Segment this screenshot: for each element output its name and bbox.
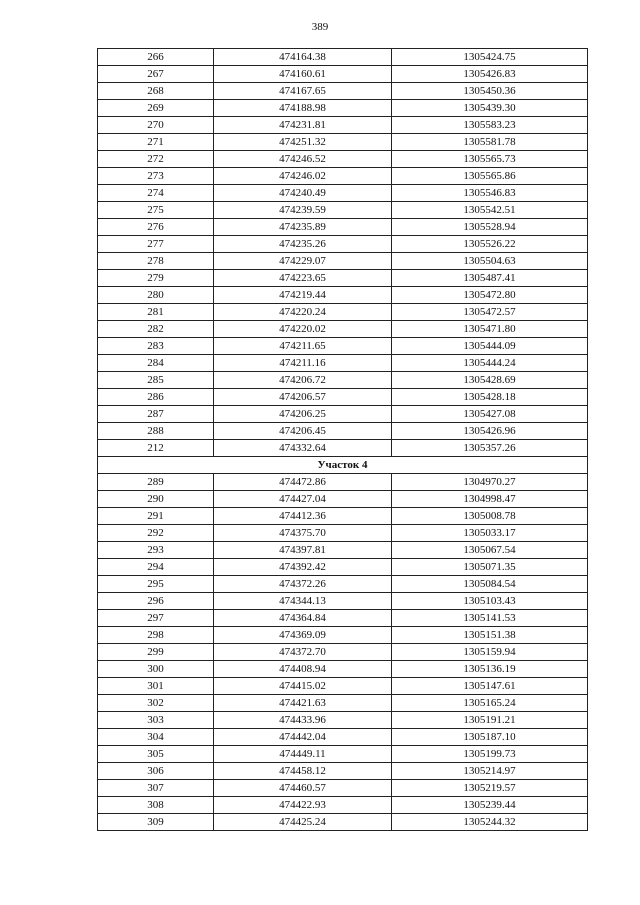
x-coordinate-cell: 474167.65: [214, 83, 392, 100]
x-coordinate-cell: 474220.02: [214, 321, 392, 338]
point-number-cell: 296: [98, 593, 214, 610]
point-number-cell: 299: [98, 644, 214, 661]
point-number-cell: 276: [98, 219, 214, 236]
y-coordinate-cell: 1305033.17: [392, 525, 588, 542]
point-number-cell: 280: [98, 287, 214, 304]
y-coordinate-cell: 1305199.73: [392, 746, 588, 763]
x-coordinate-cell: 474415.02: [214, 678, 392, 695]
x-coordinate-cell: 474219.44: [214, 287, 392, 304]
point-number-cell: 304: [98, 729, 214, 746]
point-number-cell: 289: [98, 474, 214, 491]
point-number-cell: 286: [98, 389, 214, 406]
table-row: [98, 763, 588, 780]
y-coordinate-cell: 1305214.97: [392, 763, 588, 780]
table-row: [98, 814, 588, 831]
y-coordinate-cell: 1305583.23: [392, 117, 588, 134]
x-coordinate-cell: 474375.70: [214, 525, 392, 542]
x-coordinate-cell: 474421.63: [214, 695, 392, 712]
table-row: [98, 610, 588, 627]
point-number-cell: 290: [98, 491, 214, 508]
x-coordinate-cell: 474246.02: [214, 168, 392, 185]
x-coordinate-cell: 474332.64: [214, 440, 392, 457]
point-number-cell: 279: [98, 270, 214, 287]
x-coordinate-cell: 474392.42: [214, 559, 392, 576]
section-header-row: [98, 457, 588, 474]
table-row: [98, 287, 588, 304]
y-coordinate-cell: 1304970.27: [392, 474, 588, 491]
x-coordinate-cell: 474433.96: [214, 712, 392, 729]
table-row: [98, 780, 588, 797]
point-number-cell: 285: [98, 372, 214, 389]
y-coordinate-cell: 1305159.94: [392, 644, 588, 661]
y-coordinate-cell: 1305141.53: [392, 610, 588, 627]
point-number-cell: 298: [98, 627, 214, 644]
table-row: [98, 355, 588, 372]
x-coordinate-cell: 474449.11: [214, 746, 392, 763]
y-coordinate-cell: 1305424.75: [392, 49, 588, 66]
page-number: 389: [311, 21, 329, 33]
point-number-cell: 283: [98, 338, 214, 355]
y-coordinate-cell: 1305565.73: [392, 151, 588, 168]
y-coordinate-cell: 1305504.63: [392, 253, 588, 270]
x-coordinate-cell: 474427.04: [214, 491, 392, 508]
x-coordinate-cell: 474442.04: [214, 729, 392, 746]
x-coordinate-cell: 474397.81: [214, 542, 392, 559]
x-coordinate-cell: 474229.07: [214, 253, 392, 270]
point-number-cell: 267: [98, 66, 214, 83]
point-number-cell: 301: [98, 678, 214, 695]
x-coordinate-cell: 474251.32: [214, 134, 392, 151]
y-coordinate-cell: 1305426.83: [392, 66, 588, 83]
table-row: [98, 270, 588, 287]
x-coordinate-cell: 474235.89: [214, 219, 392, 236]
y-coordinate-cell: 1305565.86: [392, 168, 588, 185]
point-number-cell: 293: [98, 542, 214, 559]
table-row: [98, 236, 588, 253]
x-coordinate-cell: 474240.49: [214, 185, 392, 202]
y-coordinate-cell: 1305165.24: [392, 695, 588, 712]
x-coordinate-cell: 474164.38: [214, 49, 392, 66]
point-number-cell: 212: [98, 440, 214, 457]
table-row: [98, 338, 588, 355]
x-coordinate-cell: 474211.16: [214, 355, 392, 372]
y-coordinate-cell: 1305084.54: [392, 576, 588, 593]
coordinates-table-body: [98, 49, 588, 831]
table-row: [98, 372, 588, 389]
point-number-cell: 268: [98, 83, 214, 100]
table-row: [98, 406, 588, 423]
y-coordinate-cell: 1305526.22: [392, 236, 588, 253]
table-row: [98, 117, 588, 134]
point-number-cell: 273: [98, 168, 214, 185]
x-coordinate-cell: 474223.65: [214, 270, 392, 287]
point-number-cell: 308: [98, 797, 214, 814]
y-coordinate-cell: 1305542.51: [392, 202, 588, 219]
table-row: [98, 440, 588, 457]
y-coordinate-cell: 1305439.30: [392, 100, 588, 117]
x-coordinate-cell: 474408.94: [214, 661, 392, 678]
point-number-cell: 275: [98, 202, 214, 219]
point-number-cell: 284: [98, 355, 214, 372]
table-row: [98, 712, 588, 729]
x-coordinate-cell: 474372.26: [214, 576, 392, 593]
table-row: [98, 678, 588, 695]
y-coordinate-cell: 1305244.32: [392, 814, 588, 831]
x-coordinate-cell: 474344.13: [214, 593, 392, 610]
table-row: [98, 627, 588, 644]
table-row: [98, 491, 588, 508]
x-coordinate-cell: 474188.98: [214, 100, 392, 117]
y-coordinate-cell: 1305187.10: [392, 729, 588, 746]
y-coordinate-cell: 1305357.26: [392, 440, 588, 457]
x-coordinate-cell: 474412.36: [214, 508, 392, 525]
x-coordinate-cell: 474235.26: [214, 236, 392, 253]
x-coordinate-cell: 474372.70: [214, 644, 392, 661]
point-number-cell: 300: [98, 661, 214, 678]
y-coordinate-cell: 1305151.38: [392, 627, 588, 644]
table-row: [98, 304, 588, 321]
point-number-cell: 306: [98, 763, 214, 780]
y-coordinate-cell: 1305472.57: [392, 304, 588, 321]
y-coordinate-cell: 1305450.36: [392, 83, 588, 100]
y-coordinate-cell: 1305487.41: [392, 270, 588, 287]
y-coordinate-cell: 1305191.21: [392, 712, 588, 729]
y-coordinate-cell: 1305067.54: [392, 542, 588, 559]
table-row: [98, 151, 588, 168]
y-coordinate-cell: 1305528.94: [392, 219, 588, 236]
point-number-cell: 272: [98, 151, 214, 168]
y-coordinate-cell: 1305147.61: [392, 678, 588, 695]
table-row: [98, 576, 588, 593]
point-number-cell: 303: [98, 712, 214, 729]
table-row: [98, 559, 588, 576]
section-title: Участок 4: [98, 457, 588, 474]
point-number-cell: 274: [98, 185, 214, 202]
table-row: [98, 219, 588, 236]
x-coordinate-cell: 474220.24: [214, 304, 392, 321]
table-row: [98, 542, 588, 559]
y-coordinate-cell: 1305428.69: [392, 372, 588, 389]
table-row: [98, 508, 588, 525]
table-row: [98, 185, 588, 202]
y-coordinate-cell: 1305472.80: [392, 287, 588, 304]
x-coordinate-cell: 474239.59: [214, 202, 392, 219]
x-coordinate-cell: 474211.65: [214, 338, 392, 355]
point-number-cell: 282: [98, 321, 214, 338]
point-number-cell: 302: [98, 695, 214, 712]
x-coordinate-cell: 474460.57: [214, 780, 392, 797]
table-row: [98, 202, 588, 219]
x-coordinate-cell: 474160.61: [214, 66, 392, 83]
point-number-cell: 270: [98, 117, 214, 134]
coordinates-table: [97, 48, 588, 831]
point-number-cell: 281: [98, 304, 214, 321]
table-row: [98, 49, 588, 66]
point-number-cell: 291: [98, 508, 214, 525]
table-row: [98, 321, 588, 338]
x-coordinate-cell: 474206.45: [214, 423, 392, 440]
x-coordinate-cell: 474369.09: [214, 627, 392, 644]
x-coordinate-cell: 474206.57: [214, 389, 392, 406]
table-row: [98, 474, 588, 491]
y-coordinate-cell: 1305071.35: [392, 559, 588, 576]
table-row: [98, 168, 588, 185]
point-number-cell: 292: [98, 525, 214, 542]
x-coordinate-cell: 474206.72: [214, 372, 392, 389]
x-coordinate-cell: 474425.24: [214, 814, 392, 831]
point-number-cell: 305: [98, 746, 214, 763]
x-coordinate-cell: 474231.81: [214, 117, 392, 134]
table-row: [98, 100, 588, 117]
point-number-cell: 271: [98, 134, 214, 151]
table-row: [98, 729, 588, 746]
y-coordinate-cell: 1305427.08: [392, 406, 588, 423]
table-row: [98, 66, 588, 83]
table-row: [98, 423, 588, 440]
y-coordinate-cell: 1305103.43: [392, 593, 588, 610]
table-row: [98, 525, 588, 542]
y-coordinate-cell: 1305426.96: [392, 423, 588, 440]
y-coordinate-cell: 1305239.44: [392, 797, 588, 814]
point-number-cell: 309: [98, 814, 214, 831]
table-row: [98, 593, 588, 610]
table-row: [98, 695, 588, 712]
y-coordinate-cell: 1305471.80: [392, 321, 588, 338]
point-number-cell: 287: [98, 406, 214, 423]
y-coordinate-cell: 1304998.47: [392, 491, 588, 508]
point-number-cell: 266: [98, 49, 214, 66]
point-number-cell: 288: [98, 423, 214, 440]
x-coordinate-cell: 474422.93: [214, 797, 392, 814]
y-coordinate-cell: 1305428.18: [392, 389, 588, 406]
y-coordinate-cell: 1305444.24: [392, 355, 588, 372]
x-coordinate-cell: 474206.25: [214, 406, 392, 423]
y-coordinate-cell: 1305219.57: [392, 780, 588, 797]
table-row: [98, 134, 588, 151]
x-coordinate-cell: 474472.86: [214, 474, 392, 491]
point-number-cell: 278: [98, 253, 214, 270]
y-coordinate-cell: 1305136.19: [392, 661, 588, 678]
table-row: [98, 797, 588, 814]
point-number-cell: 297: [98, 610, 214, 627]
table-row: [98, 644, 588, 661]
x-coordinate-cell: 474364.84: [214, 610, 392, 627]
point-number-cell: 294: [98, 559, 214, 576]
point-number-cell: 277: [98, 236, 214, 253]
x-coordinate-cell: 474246.52: [214, 151, 392, 168]
table-row: [98, 83, 588, 100]
y-coordinate-cell: 1305008.78: [392, 508, 588, 525]
point-number-cell: 269: [98, 100, 214, 117]
y-coordinate-cell: 1305444.09: [392, 338, 588, 355]
table-row: [98, 389, 588, 406]
table-row: [98, 253, 588, 270]
y-coordinate-cell: 1305581.78: [392, 134, 588, 151]
table-row: [98, 746, 588, 763]
point-number-cell: 307: [98, 780, 214, 797]
y-coordinate-cell: 1305546.83: [392, 185, 588, 202]
point-number-cell: 295: [98, 576, 214, 593]
table-row: [98, 661, 588, 678]
x-coordinate-cell: 474458.12: [214, 763, 392, 780]
